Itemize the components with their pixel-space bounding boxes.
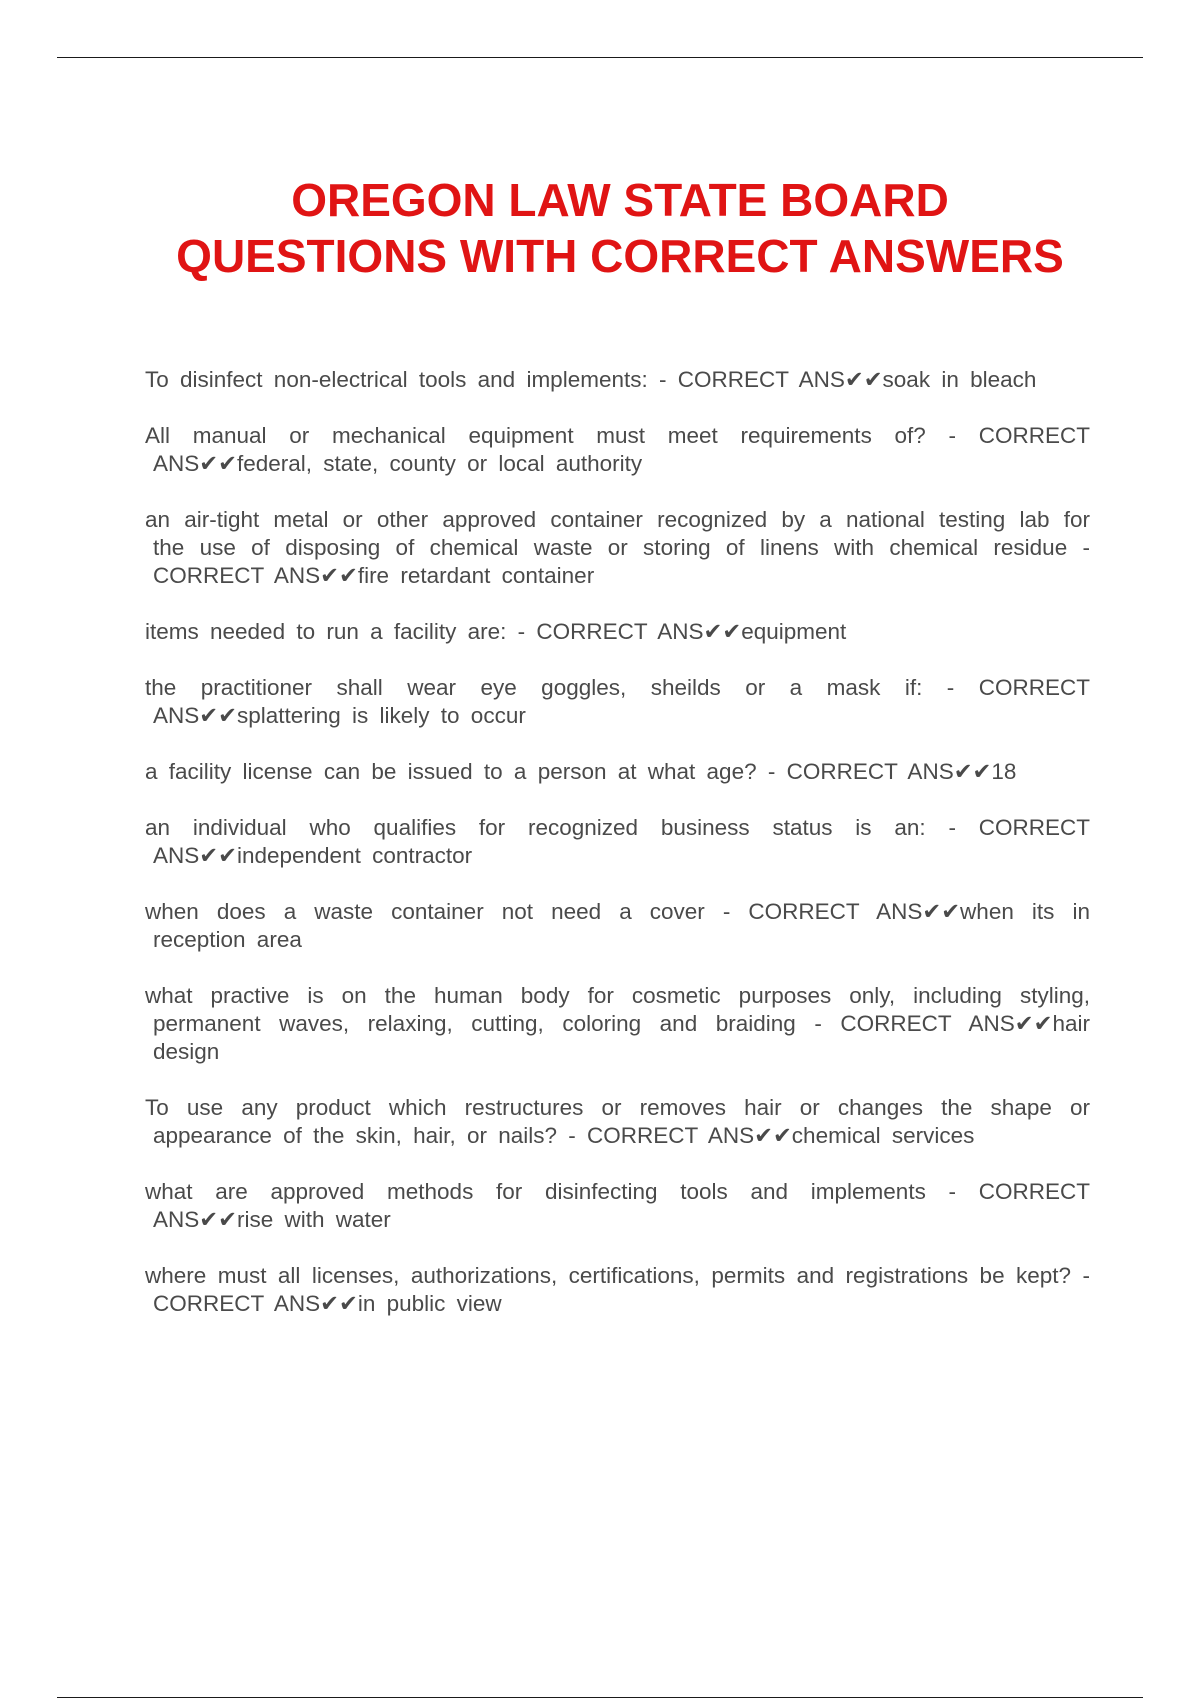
qa-item: where must all licenses, authorizations, certifications, permits and registrations be kept? - CORRECT ANS✔✔in public view [145,1263,1090,1316]
document-title-line-2: QUESTIONS WITH CORRECT ANSWERS [176,230,1064,282]
qa-item: To use any product which restructures or removes hair or changes the shape or appearance of the skin, hair, or nails? - CORRECT ANS✔✔chemical services [145,1095,1090,1148]
qa-item: the practitioner shall wear eye goggles, sheilds or a mask if: - CORRECT ANS✔✔splattering is likely to occur [145,675,1090,728]
document-title [0,172,1200,284]
top-rule [57,57,1143,58]
qa-item: items needed to run a facility are: - CORRECT ANS✔✔equipment [145,619,847,644]
qa-item: what practive is on the human body for cosmetic purposes only, including styling, permanent waves, relaxing, cutting, coloring and braiding - CORRECT ANS✔✔hair design [145,983,1090,1064]
qa-item: a facility license can be issued to a person at what age? - CORRECT ANS✔✔18 [145,759,1017,784]
qa-item: what are approved methods for disinfecting tools and implements - CORRECT ANS✔✔rise with water [145,1179,1090,1232]
qa-item: To disinfect non-electrical tools and implements: - CORRECT ANS✔✔soak in bleach [145,367,1037,392]
bottom-rule [57,1697,1143,1698]
document-title-line-1: OREGON LAW STATE BOARD [291,174,949,226]
qa-item: when does a waste container not need a cover - CORRECT ANS✔✔when its in reception area [145,899,1090,952]
qa-item: an individual who qualifies for recognized business status is an: - CORRECT ANS✔✔independent contractor [145,815,1090,868]
qa-list [145,366,1090,1346]
qa-item: an air-tight metal or other approved container recognized by a national testing lab for the use of disposing of chemical waste or storing of linens with chemical residue - CORRECT ANS✔✔fire retardant container [145,507,1090,588]
qa-item: All manual or mechanical equipment must meet requirements of? - CORRECT ANS✔✔federal, state, county or local authority [145,423,1090,476]
